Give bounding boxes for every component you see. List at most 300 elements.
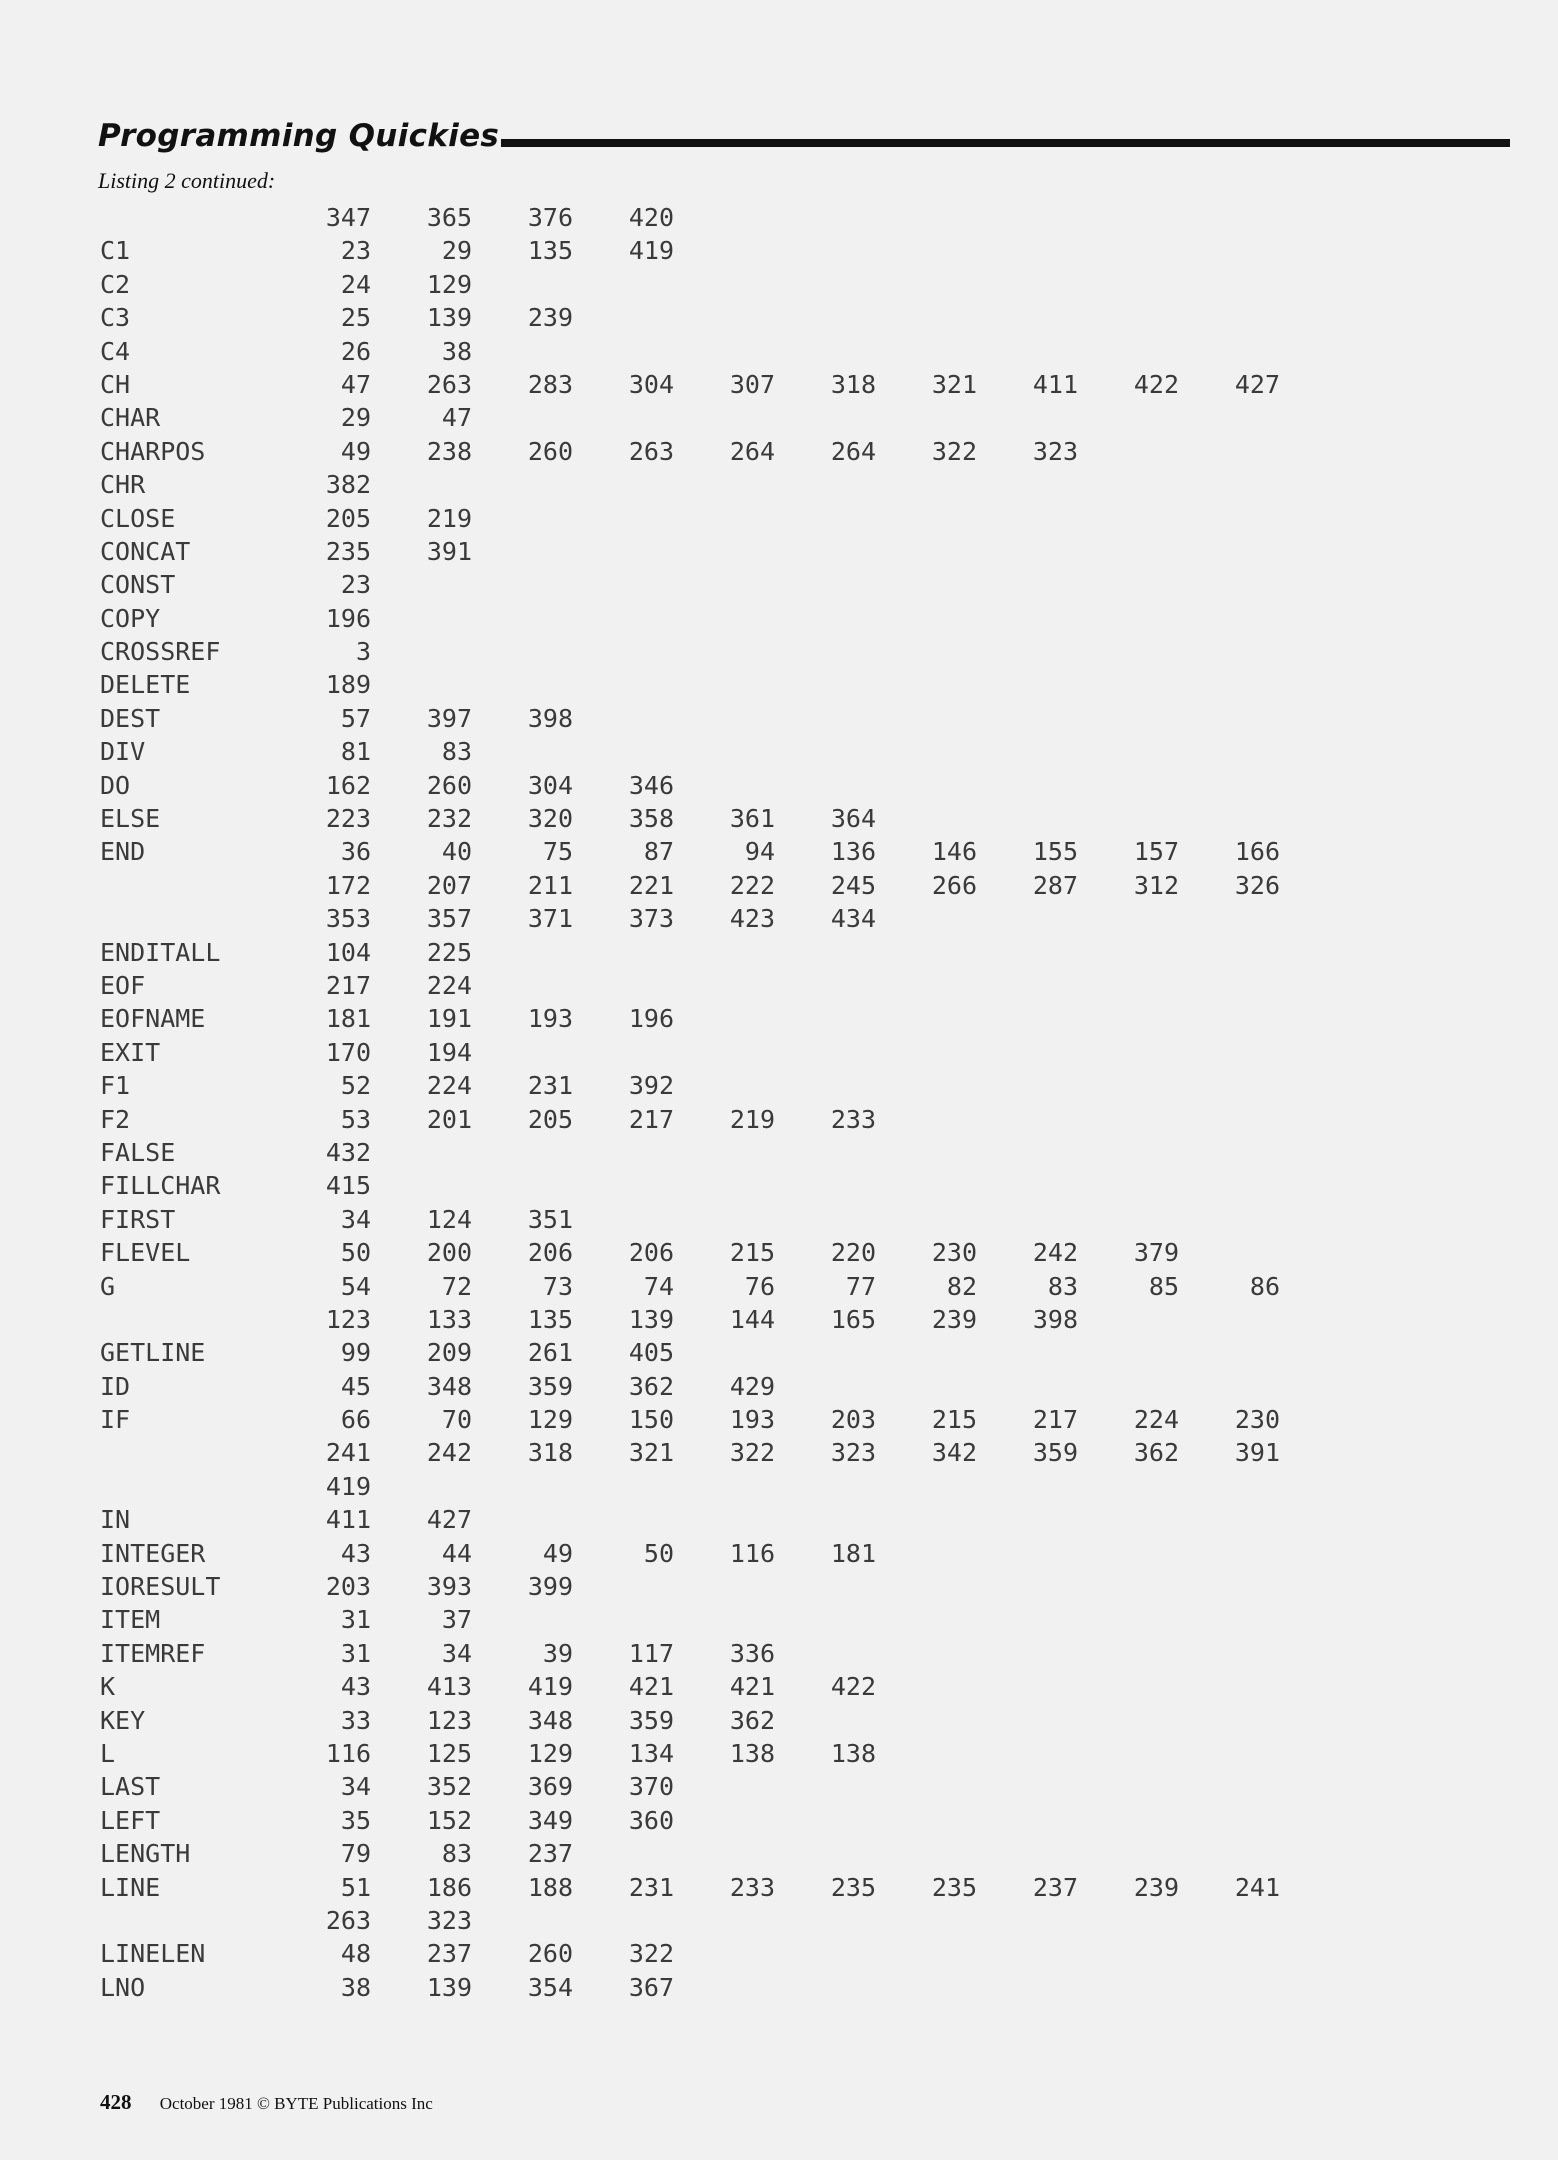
listing-row: [100, 368, 1280, 401]
line-reference: 82: [946, 1271, 977, 1301]
line-reference: 323: [830, 1438, 876, 1468]
line-reference: 125: [426, 1738, 472, 1768]
listing-row: [100, 435, 1280, 468]
line-reference: 52: [340, 1071, 371, 1101]
line-reference: 364: [830, 804, 876, 834]
identifier: LEFT: [100, 1805, 161, 1835]
listing-row: [100, 969, 1280, 1002]
identifier: KEY: [100, 1705, 146, 1735]
line-reference: 421: [729, 1672, 775, 1702]
line-reference: 72: [441, 1271, 472, 1301]
line-reference: 393: [426, 1572, 472, 1602]
line-reference: 266: [931, 870, 977, 900]
line-reference: 382: [325, 470, 371, 500]
line-reference: 196: [325, 603, 371, 633]
line-reference: 138: [729, 1738, 775, 1768]
line-reference: 391: [426, 536, 472, 566]
line-reference: 225: [426, 937, 472, 967]
line-reference: 33: [340, 1705, 371, 1735]
line-reference: 200: [426, 1238, 472, 1268]
line-reference: 419: [325, 1471, 371, 1501]
line-reference: 237: [1032, 1872, 1078, 1902]
line-reference: 231: [628, 1872, 674, 1902]
identifier: EXIT: [100, 1037, 161, 1067]
listing-row: [100, 769, 1280, 802]
line-reference: 419: [527, 1672, 573, 1702]
line-reference: 260: [527, 1939, 573, 1969]
line-reference: 427: [426, 1505, 472, 1535]
listing-caption: Listing 2 continued:: [98, 168, 276, 193]
line-reference: 304: [527, 770, 573, 800]
identifier: END: [100, 837, 146, 867]
line-reference: 434: [830, 904, 876, 934]
line-reference: 83: [1047, 1271, 1078, 1301]
identifier: IF: [100, 1405, 131, 1435]
line-reference: 231: [527, 1071, 573, 1101]
line-reference: 181: [325, 1004, 371, 1034]
line-reference: 23: [340, 570, 371, 600]
line-reference: 66: [340, 1405, 371, 1435]
line-reference: 235: [325, 536, 371, 566]
identifier: EOF: [100, 970, 146, 1000]
identifier: CHARPOS: [100, 436, 206, 466]
line-reference: 152: [426, 1805, 472, 1835]
line-reference: 206: [628, 1238, 674, 1268]
identifier: IORESULT: [100, 1572, 221, 1602]
identifier: ITEM: [100, 1605, 161, 1635]
line-reference: 222: [729, 870, 775, 900]
identifier: ENDITALL: [100, 937, 221, 967]
line-reference: 47: [441, 403, 472, 433]
line-reference: 323: [426, 1905, 472, 1935]
line-reference: 357: [426, 904, 472, 934]
line-reference: 129: [527, 1738, 573, 1768]
line-reference: 193: [527, 1004, 573, 1034]
listing-row: [100, 1336, 1280, 1369]
listing-row: [100, 902, 1280, 935]
line-reference: 413: [426, 1672, 472, 1702]
line-reference: 245: [830, 870, 876, 900]
identifier: IN: [100, 1505, 131, 1535]
line-reference: 44: [441, 1538, 472, 1568]
listing-row: [100, 1837, 1280, 1870]
line-reference: 360: [628, 1805, 674, 1835]
line-reference: 54: [340, 1271, 371, 1301]
line-reference: 136: [830, 837, 876, 867]
line-reference: 392: [628, 1071, 674, 1101]
line-reference: 362: [729, 1705, 775, 1735]
line-reference: 49: [542, 1538, 573, 1568]
line-reference: 40: [441, 837, 472, 867]
listing-row: [100, 1871, 1280, 1904]
line-reference: 77: [845, 1271, 876, 1301]
line-reference: 427: [1234, 369, 1280, 399]
line-reference: 233: [729, 1872, 775, 1902]
line-reference: 235: [830, 1872, 876, 1902]
identifier: LNO: [100, 1972, 146, 2002]
line-reference: 235: [931, 1872, 977, 1902]
identifier: C4: [100, 336, 131, 366]
line-reference: 203: [830, 1405, 876, 1435]
line-reference: 123: [426, 1705, 472, 1735]
line-reference: 237: [426, 1939, 472, 1969]
line-reference: 203: [325, 1572, 371, 1602]
line-reference: 419: [628, 236, 674, 266]
identifier: FILLCHAR: [100, 1171, 221, 1201]
line-reference: 215: [931, 1405, 977, 1435]
identifier: F2: [100, 1104, 131, 1134]
identifier: FIRST: [100, 1204, 176, 1234]
identifier: DELETE: [100, 670, 191, 700]
line-reference: 150: [628, 1405, 674, 1435]
line-reference: 3: [355, 637, 371, 667]
line-reference: 370: [628, 1772, 674, 1802]
line-reference: 239: [931, 1304, 977, 1334]
line-reference: 421: [628, 1672, 674, 1702]
line-reference: 38: [441, 336, 472, 366]
line-reference: 224: [426, 970, 472, 1000]
line-reference: 358: [628, 804, 674, 834]
line-reference: 260: [527, 436, 573, 466]
identifier: C3: [100, 303, 131, 333]
listing-row: [100, 1203, 1280, 1236]
line-reference: 47: [340, 369, 371, 399]
line-reference: 362: [1133, 1438, 1179, 1468]
listing-row: [100, 1036, 1280, 1069]
line-reference: 34: [340, 1772, 371, 1802]
line-reference: 104: [325, 937, 371, 967]
listing-row: [100, 535, 1280, 568]
listing-row: [100, 1737, 1280, 1770]
line-reference: 39: [542, 1638, 573, 1668]
line-reference: 206: [527, 1238, 573, 1268]
page-number: 428: [100, 2090, 132, 2114]
line-reference: 170: [325, 1037, 371, 1067]
line-reference: 354: [527, 1972, 573, 2002]
line-reference: 347: [325, 203, 371, 232]
line-reference: 283: [527, 369, 573, 399]
identifier: EOFNAME: [100, 1004, 206, 1034]
line-reference: 379: [1133, 1238, 1179, 1268]
identifier: G: [100, 1271, 116, 1301]
line-reference: 371: [527, 904, 573, 934]
identifier: ID: [100, 1371, 131, 1401]
identifier: CHR: [100, 470, 146, 500]
line-reference: 415: [325, 1171, 371, 1201]
line-reference: 221: [628, 870, 674, 900]
line-reference: 205: [325, 503, 371, 533]
identifier: C1: [100, 236, 131, 266]
line-reference: 70: [441, 1405, 472, 1435]
line-reference: 50: [643, 1538, 674, 1568]
identifier: [100, 201, 270, 234]
identifier: LENGTH: [100, 1839, 191, 1869]
line-reference: 35: [340, 1805, 371, 1835]
listing-row: [100, 602, 1280, 635]
line-reference: 241: [325, 1438, 371, 1468]
line-reference: 336: [729, 1638, 775, 1668]
listing-row: [100, 1069, 1280, 1102]
listing-row: [100, 1436, 1280, 1469]
line-reference: 146: [931, 837, 977, 867]
identifier: INTEGER: [100, 1538, 206, 1568]
listing-row: [100, 1770, 1280, 1803]
line-reference: 211: [527, 870, 573, 900]
line-reference: 326: [1234, 870, 1280, 900]
line-reference: 116: [325, 1738, 371, 1768]
line-reference: 86: [1249, 1271, 1280, 1301]
line-reference: 207: [426, 870, 472, 900]
line-reference: 398: [1032, 1304, 1078, 1334]
line-reference: 116: [729, 1538, 775, 1568]
line-reference: 43: [340, 1672, 371, 1702]
listing-row: [100, 1637, 1280, 1670]
line-reference: 117: [628, 1638, 674, 1668]
line-reference: 23: [340, 236, 371, 266]
line-reference: 224: [426, 1071, 472, 1101]
identifier: CONST: [100, 570, 176, 600]
line-reference: 261: [527, 1338, 573, 1368]
line-reference: 94: [744, 837, 775, 867]
line-reference: 43: [340, 1538, 371, 1568]
line-reference: 321: [931, 369, 977, 399]
line-reference: 99: [340, 1338, 371, 1368]
listing-row: [100, 468, 1280, 501]
line-reference: 217: [628, 1104, 674, 1134]
line-reference: 423: [729, 904, 775, 934]
listing-row: [100, 1303, 1280, 1336]
listing-row: [100, 1670, 1280, 1703]
identifier: [100, 869, 270, 902]
line-reference: 209: [426, 1338, 472, 1368]
line-reference: 75: [542, 837, 573, 867]
identifier: [100, 1904, 270, 1937]
line-reference: 242: [426, 1438, 472, 1468]
line-reference: 352: [426, 1772, 472, 1802]
listing-row: [100, 936, 1280, 969]
line-reference: 31: [340, 1638, 371, 1668]
line-reference: 139: [628, 1304, 674, 1334]
line-reference: 38: [340, 1972, 371, 2002]
identifier: ELSE: [100, 804, 161, 834]
line-reference: 157: [1133, 837, 1179, 867]
line-reference: 411: [325, 1505, 371, 1535]
identifier: CROSSREF: [100, 637, 221, 667]
cross-reference-listing: [100, 201, 1280, 2004]
listing-row: [100, 234, 1280, 267]
line-reference: 422: [830, 1672, 876, 1702]
line-reference: 429: [729, 1371, 775, 1401]
line-reference: 135: [527, 236, 573, 266]
line-reference: 31: [340, 1605, 371, 1635]
line-reference: 181: [830, 1538, 876, 1568]
line-reference: 25: [340, 303, 371, 333]
line-reference: 48: [340, 1939, 371, 1969]
line-reference: 37: [441, 1605, 472, 1635]
page-header: [98, 112, 1510, 152]
listing-row: [100, 802, 1280, 835]
line-reference: 361: [729, 804, 775, 834]
line-reference: 186: [426, 1872, 472, 1902]
line-reference: 237: [527, 1839, 573, 1869]
listing-row: [100, 1570, 1280, 1603]
line-reference: 420: [628, 203, 674, 232]
line-reference: 87: [643, 837, 674, 867]
line-reference: 242: [1032, 1238, 1078, 1268]
line-reference: 219: [729, 1104, 775, 1134]
listing-row: [100, 1370, 1280, 1403]
line-reference: 422: [1133, 369, 1179, 399]
identifier: DIV: [100, 737, 146, 767]
identifier: [100, 902, 270, 935]
line-reference: 322: [931, 436, 977, 466]
line-reference: 139: [426, 303, 472, 333]
line-reference: 155: [1032, 837, 1078, 867]
line-reference: 124: [426, 1204, 472, 1234]
line-reference: 359: [1032, 1438, 1078, 1468]
identifier: DEST: [100, 703, 161, 733]
identifier: CLOSE: [100, 503, 176, 533]
line-reference: 51: [340, 1872, 371, 1902]
line-reference: 367: [628, 1972, 674, 2002]
line-reference: 362: [628, 1371, 674, 1401]
line-reference: 348: [426, 1371, 472, 1401]
line-reference: 287: [1032, 870, 1078, 900]
page-footer: [100, 2090, 433, 2115]
listing-row: [100, 869, 1280, 902]
identifier: LINELEN: [100, 1939, 206, 1969]
line-reference: 196: [628, 1004, 674, 1034]
identifier: COPY: [100, 603, 161, 633]
identifier: CONCAT: [100, 536, 191, 566]
listing-row: [100, 1270, 1280, 1303]
line-reference: 205: [527, 1104, 573, 1134]
line-reference: 322: [628, 1939, 674, 1969]
line-reference: 365: [426, 203, 472, 232]
listing-row: [100, 668, 1280, 701]
line-reference: 193: [729, 1405, 775, 1435]
identifier: K: [100, 1672, 116, 1702]
line-reference: 162: [325, 770, 371, 800]
line-reference: 373: [628, 904, 674, 934]
line-reference: 411: [1032, 369, 1078, 399]
listing-row: [100, 1503, 1280, 1536]
line-reference: 318: [527, 1438, 573, 1468]
line-reference: 312: [1133, 870, 1179, 900]
line-reference: 76: [744, 1271, 775, 1301]
line-reference: 232: [426, 804, 472, 834]
listing-row: [100, 1804, 1280, 1837]
line-reference: 224: [1133, 1405, 1179, 1435]
identifier: GETLINE: [100, 1338, 206, 1368]
listing-row: [100, 201, 1280, 234]
line-reference: 239: [1133, 1872, 1179, 1902]
line-reference: 189: [325, 670, 371, 700]
title-rule: [501, 139, 1510, 147]
listing-row: [100, 1704, 1280, 1737]
identifier: F1: [100, 1071, 131, 1101]
line-reference: 34: [441, 1638, 472, 1668]
line-reference: 399: [527, 1572, 573, 1602]
line-reference: 348: [527, 1705, 573, 1735]
line-reference: 49: [340, 436, 371, 466]
identifier: CHAR: [100, 403, 161, 433]
line-reference: 264: [729, 436, 775, 466]
listing-row: [100, 1236, 1280, 1269]
line-reference: 129: [426, 269, 472, 299]
line-reference: 165: [830, 1304, 876, 1334]
identifier: LAST: [100, 1772, 161, 1802]
line-reference: 83: [441, 737, 472, 767]
line-reference: 223: [325, 804, 371, 834]
listing-row: [100, 268, 1280, 301]
line-reference: 144: [729, 1304, 775, 1334]
line-reference: 307: [729, 369, 775, 399]
listing-row: [100, 735, 1280, 768]
listing-row: [100, 1904, 1280, 1937]
identifier: [100, 1436, 270, 1469]
line-reference: 133: [426, 1304, 472, 1334]
line-reference: 263: [426, 369, 472, 399]
identifier: CH: [100, 369, 131, 399]
line-reference: 323: [1032, 436, 1078, 466]
listing-row: [100, 335, 1280, 368]
line-reference: 123: [325, 1304, 371, 1334]
line-reference: 369: [527, 1772, 573, 1802]
line-reference: 238: [426, 436, 472, 466]
identifier: FALSE: [100, 1137, 176, 1167]
listing-row: [100, 1603, 1280, 1636]
listing-row: [100, 301, 1280, 334]
line-reference: 398: [527, 703, 573, 733]
line-reference: 194: [426, 1037, 472, 1067]
line-reference: 263: [325, 1905, 371, 1935]
listing-row: [100, 1136, 1280, 1169]
listing-row: [100, 635, 1280, 668]
identifier: [100, 1470, 270, 1503]
line-reference: 53: [340, 1104, 371, 1134]
line-reference: 57: [340, 703, 371, 733]
line-reference: 138: [830, 1738, 876, 1768]
listing-row: [100, 1002, 1280, 1035]
line-reference: 36: [340, 837, 371, 867]
line-reference: 45: [340, 1371, 371, 1401]
line-reference: 34: [340, 1204, 371, 1234]
line-reference: 359: [527, 1371, 573, 1401]
identifier: L: [100, 1738, 116, 1768]
line-reference: 85: [1148, 1271, 1179, 1301]
line-reference: 346: [628, 770, 674, 800]
listing-row: [100, 702, 1280, 735]
line-reference: 391: [1234, 1438, 1280, 1468]
line-reference: 50: [340, 1238, 371, 1268]
listing-row: [100, 1537, 1280, 1570]
line-reference: 241: [1234, 1872, 1280, 1902]
line-reference: 405: [628, 1338, 674, 1368]
listing-row: [100, 568, 1280, 601]
line-reference: 29: [441, 236, 472, 266]
line-reference: 166: [1234, 837, 1280, 867]
listing-row: [100, 1470, 1280, 1503]
line-reference: 359: [628, 1705, 674, 1735]
line-reference: 233: [830, 1104, 876, 1134]
listing-row: [100, 1937, 1280, 1970]
line-reference: 264: [830, 436, 876, 466]
line-reference: 320: [527, 804, 573, 834]
listing-row: [100, 401, 1280, 434]
line-reference: 172: [325, 870, 371, 900]
line-reference: 263: [628, 436, 674, 466]
